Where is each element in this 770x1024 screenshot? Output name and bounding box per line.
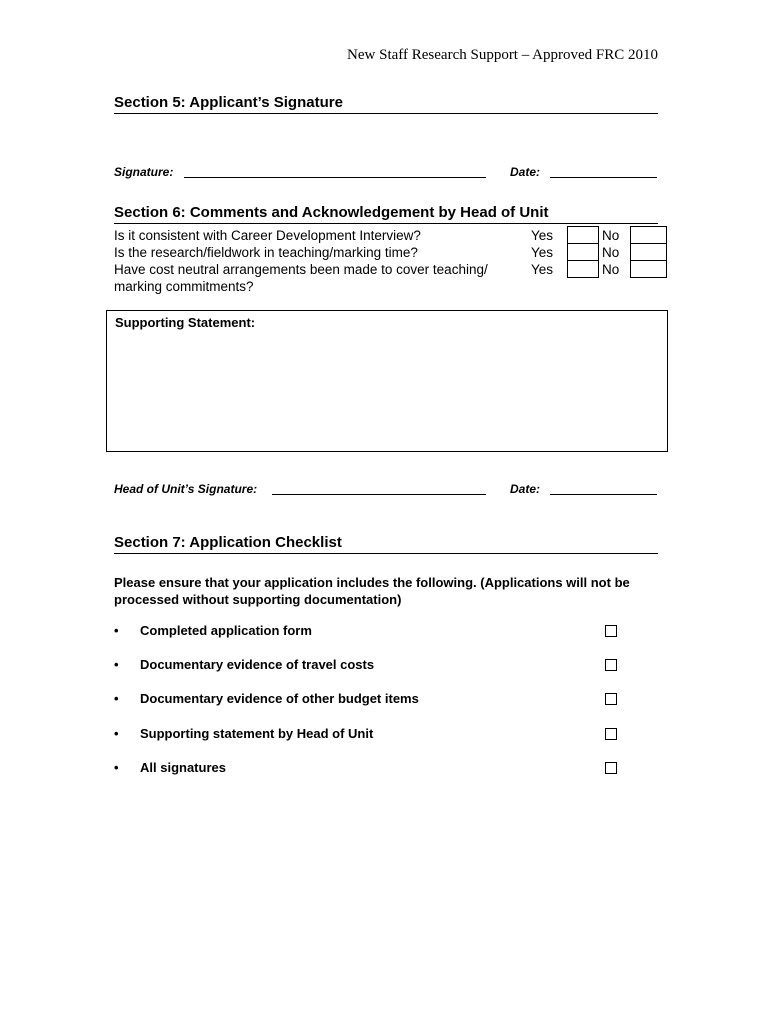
yes-box-3[interactable] bbox=[567, 260, 599, 278]
question-1: Is it consistent with Career Development Interview? bbox=[114, 228, 421, 243]
question-2: Is the research/fieldwork in teaching/marking time? bbox=[114, 245, 418, 260]
checkbox[interactable] bbox=[605, 762, 617, 774]
yes-label-2: Yes bbox=[531, 245, 554, 260]
checklist-item-label: Documentary evidence of other budget items bbox=[140, 691, 419, 706]
hou-date-label: Date: bbox=[510, 482, 541, 496]
no-label-1: No bbox=[602, 228, 620, 243]
checklist-item-label: All signatures bbox=[140, 760, 226, 775]
date-line[interactable] bbox=[550, 165, 657, 178]
checklist-item-label: Completed application form bbox=[140, 623, 312, 638]
date-label: Date: bbox=[510, 165, 541, 179]
section-6-title: Section 6: Comments and Acknowledgement by Head of Unit bbox=[114, 204, 658, 224]
no-box-3[interactable] bbox=[630, 260, 667, 278]
signature-label: Signature: bbox=[114, 165, 174, 179]
checkbox[interactable] bbox=[605, 693, 617, 705]
checkbox[interactable] bbox=[605, 659, 617, 671]
section-7-title: Section 7: Application Checklist bbox=[114, 534, 658, 554]
supporting-statement-box[interactable] bbox=[106, 310, 668, 452]
hou-signature-line[interactable] bbox=[272, 482, 486, 495]
question-3-continued: marking commitments? bbox=[114, 279, 254, 294]
supporting-statement-label: Supporting Statement: bbox=[115, 315, 256, 330]
section-5-title: Section 5: Applicant’s Signature bbox=[114, 94, 658, 114]
bullet: • bbox=[114, 691, 119, 706]
no-label-3: No bbox=[602, 262, 620, 277]
bullet: • bbox=[114, 760, 119, 775]
yes-label-1: Yes bbox=[531, 228, 554, 243]
no-label-2: No bbox=[602, 245, 620, 260]
no-box-1[interactable] bbox=[630, 226, 667, 244]
hou-signature-label: Head of Unit’s Signature: bbox=[114, 482, 258, 496]
yes-label-3: Yes bbox=[531, 262, 554, 277]
hou-date-line[interactable] bbox=[550, 482, 657, 495]
checklist-item-label: Documentary evidence of travel costs bbox=[140, 657, 375, 672]
question-3: Have cost neutral arrangements been made to cover teaching/ bbox=[114, 262, 488, 277]
yes-box-1[interactable] bbox=[567, 226, 599, 244]
yes-box-2[interactable] bbox=[567, 243, 599, 261]
signature-line[interactable] bbox=[184, 165, 486, 178]
bullet: • bbox=[114, 726, 119, 741]
checklist-intro: Please ensure that your application includes the following. (Applications will not be processed without supporting documentation) bbox=[114, 575, 630, 607]
checkbox[interactable] bbox=[605, 625, 617, 637]
no-box-2[interactable] bbox=[630, 243, 667, 261]
checklist-item-label: Supporting statement by Head of Unit bbox=[140, 726, 374, 741]
document-header: New Staff Research Support – Approved FRC 2010 bbox=[347, 47, 658, 63]
bullet: • bbox=[114, 623, 119, 638]
checkbox[interactable] bbox=[605, 728, 617, 740]
bullet: • bbox=[114, 657, 119, 672]
